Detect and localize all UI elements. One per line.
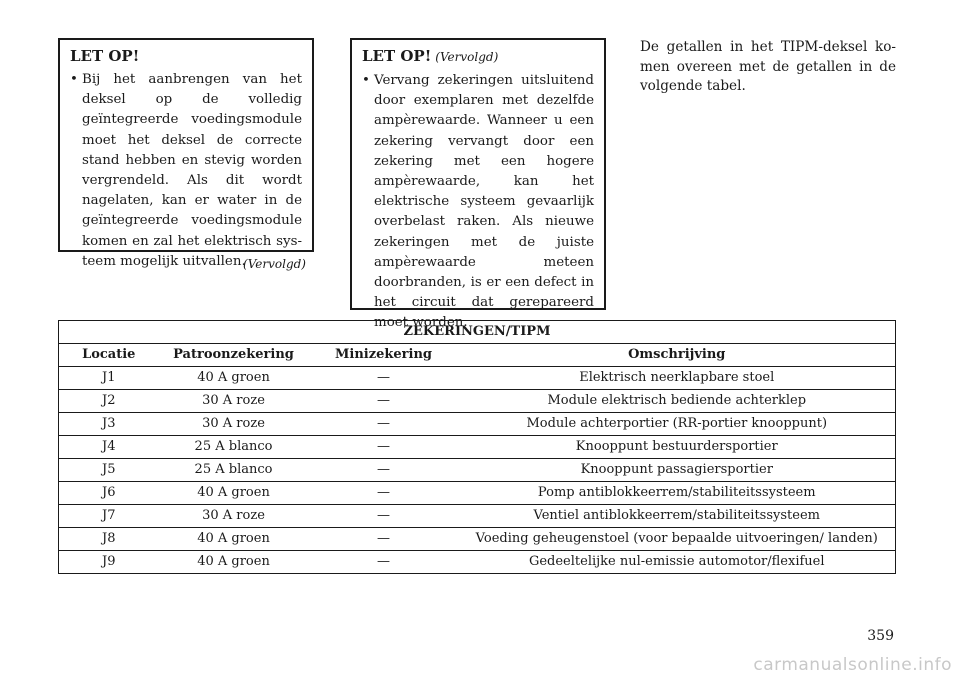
table-row xyxy=(59,482,896,505)
header-locatie: Locatie xyxy=(59,344,159,367)
cell-locatie: J9 xyxy=(59,551,159,574)
cell-locatie: J2 xyxy=(59,390,159,413)
cell-locatie: J8 xyxy=(59,528,159,551)
cell-minizekering: — xyxy=(309,367,459,390)
cell-patroonzekering: 30 A roze xyxy=(159,505,309,528)
table-row xyxy=(59,436,896,459)
cell-locatie: J3 xyxy=(59,413,159,436)
cell-patroonzekering: 25 A blanco xyxy=(159,436,309,459)
cell-patroonzekering: 40 A groen xyxy=(159,367,309,390)
watermark-link[interactable]: carmanualsonline.info xyxy=(753,655,952,675)
continued-label: (Vervolgd) xyxy=(243,257,306,271)
table-caption-row xyxy=(59,321,896,344)
cell-omschrijving: Gedeeltelijke nul-emissie automotor/flexifuel xyxy=(459,551,896,574)
warning-text: • Vervang zekeringen uitsluitend door exemplaren met dezelfde ampèrewaarde. Wanneer u een zekering vervangt door een zekering met een hogere ampèrewaarde, kan het elektrische systeem gevaarlijk overbelast raken. Als nieuwe zekeringen met de juiste ampèrewaarde meteen doorbranden, is er een defect in het circuit dat gerepareerd moet worden. xyxy=(362,71,594,334)
cell-locatie: J7 xyxy=(59,505,159,528)
page-number: 359 xyxy=(867,628,894,644)
table-row xyxy=(59,459,896,482)
table-caption: ZEKERINGEN/TIPM xyxy=(59,321,896,344)
warning-heading-continued: (Vervolgd) xyxy=(435,50,499,64)
warning-heading xyxy=(362,46,594,67)
cell-patroonzekering: 40 A groen xyxy=(159,482,309,505)
table-header-row xyxy=(59,344,896,367)
cell-locatie: J5 xyxy=(59,459,159,482)
cell-minizekering: — xyxy=(309,413,459,436)
table-row xyxy=(59,551,896,574)
fuse-table xyxy=(58,320,896,574)
cell-minizekering: — xyxy=(309,482,459,505)
header-omschrijving: Omschrijving xyxy=(459,344,896,367)
cell-omschrijving: Ventiel antiblokkeerrem/stabiliteitssysteem xyxy=(459,505,896,528)
cell-omschrijving: Knooppunt passagiersportier xyxy=(459,459,896,482)
cell-omschrijving: Knooppunt bestuurdersportier xyxy=(459,436,896,459)
warning-box-middle xyxy=(350,38,606,331)
cell-patroonzekering: 25 A blanco xyxy=(159,459,309,482)
header-patroonzekering: Patroonzekering xyxy=(159,344,309,367)
warning-heading: LET OP! xyxy=(70,47,140,65)
cell-locatie: J1 xyxy=(59,367,159,390)
cell-locatie: J4 xyxy=(59,436,159,459)
table-row xyxy=(59,505,896,528)
cell-minizekering: — xyxy=(309,505,459,528)
cell-patroonzekering: 40 A groen xyxy=(159,551,309,574)
cell-omschrijving: Module elektrisch bediende achterklep xyxy=(459,390,896,413)
cell-omschrijving: Pomp antiblokkeerrem/stabiliteitssysteem xyxy=(459,482,896,505)
intro-paragraph: De getallen in het TIPM-deksel komen overeen met de getallen in de volgende tabel. xyxy=(640,39,896,94)
cell-locatie: J6 xyxy=(59,482,159,505)
table-row xyxy=(59,390,896,413)
cell-omschrijving: Voeding geheugenstoel (voor bepaalde uitvoeringen/ landen) xyxy=(459,528,896,551)
cell-omschrijving: Elektrisch neerklapbare stoel xyxy=(459,367,896,390)
cell-minizekering: — xyxy=(309,551,459,574)
table-row xyxy=(59,528,896,551)
cell-patroonzekering: 30 A roze xyxy=(159,390,309,413)
table-row xyxy=(59,367,896,390)
warning-heading-title: LET OP! xyxy=(362,47,432,65)
cell-patroonzekering: 30 A roze xyxy=(159,413,309,436)
cell-minizekering: — xyxy=(309,459,459,482)
cell-patroonzekering: 40 A groen xyxy=(159,528,309,551)
cell-minizekering: — xyxy=(309,390,459,413)
cell-minizekering: — xyxy=(309,436,459,459)
table-row xyxy=(59,413,896,436)
header-minizekering: Minizekering xyxy=(309,344,459,367)
cell-omschrijving: Module achterportier (RR-portier knooppunt) xyxy=(459,413,896,436)
warning-text: • Bij het aanbrengen van het deksel op de volledig geïntegreerde voedingsmodule moet het deksel de correcte stand hebben en stevig worden vergrendeld. Als dit wordt nagelaten, kan er water in de geïntegreerde voedingsmodule komen en zal het elektrisch systeem mogelijk uitvallen. xyxy=(70,70,302,272)
cell-minizekering: — xyxy=(309,528,459,551)
